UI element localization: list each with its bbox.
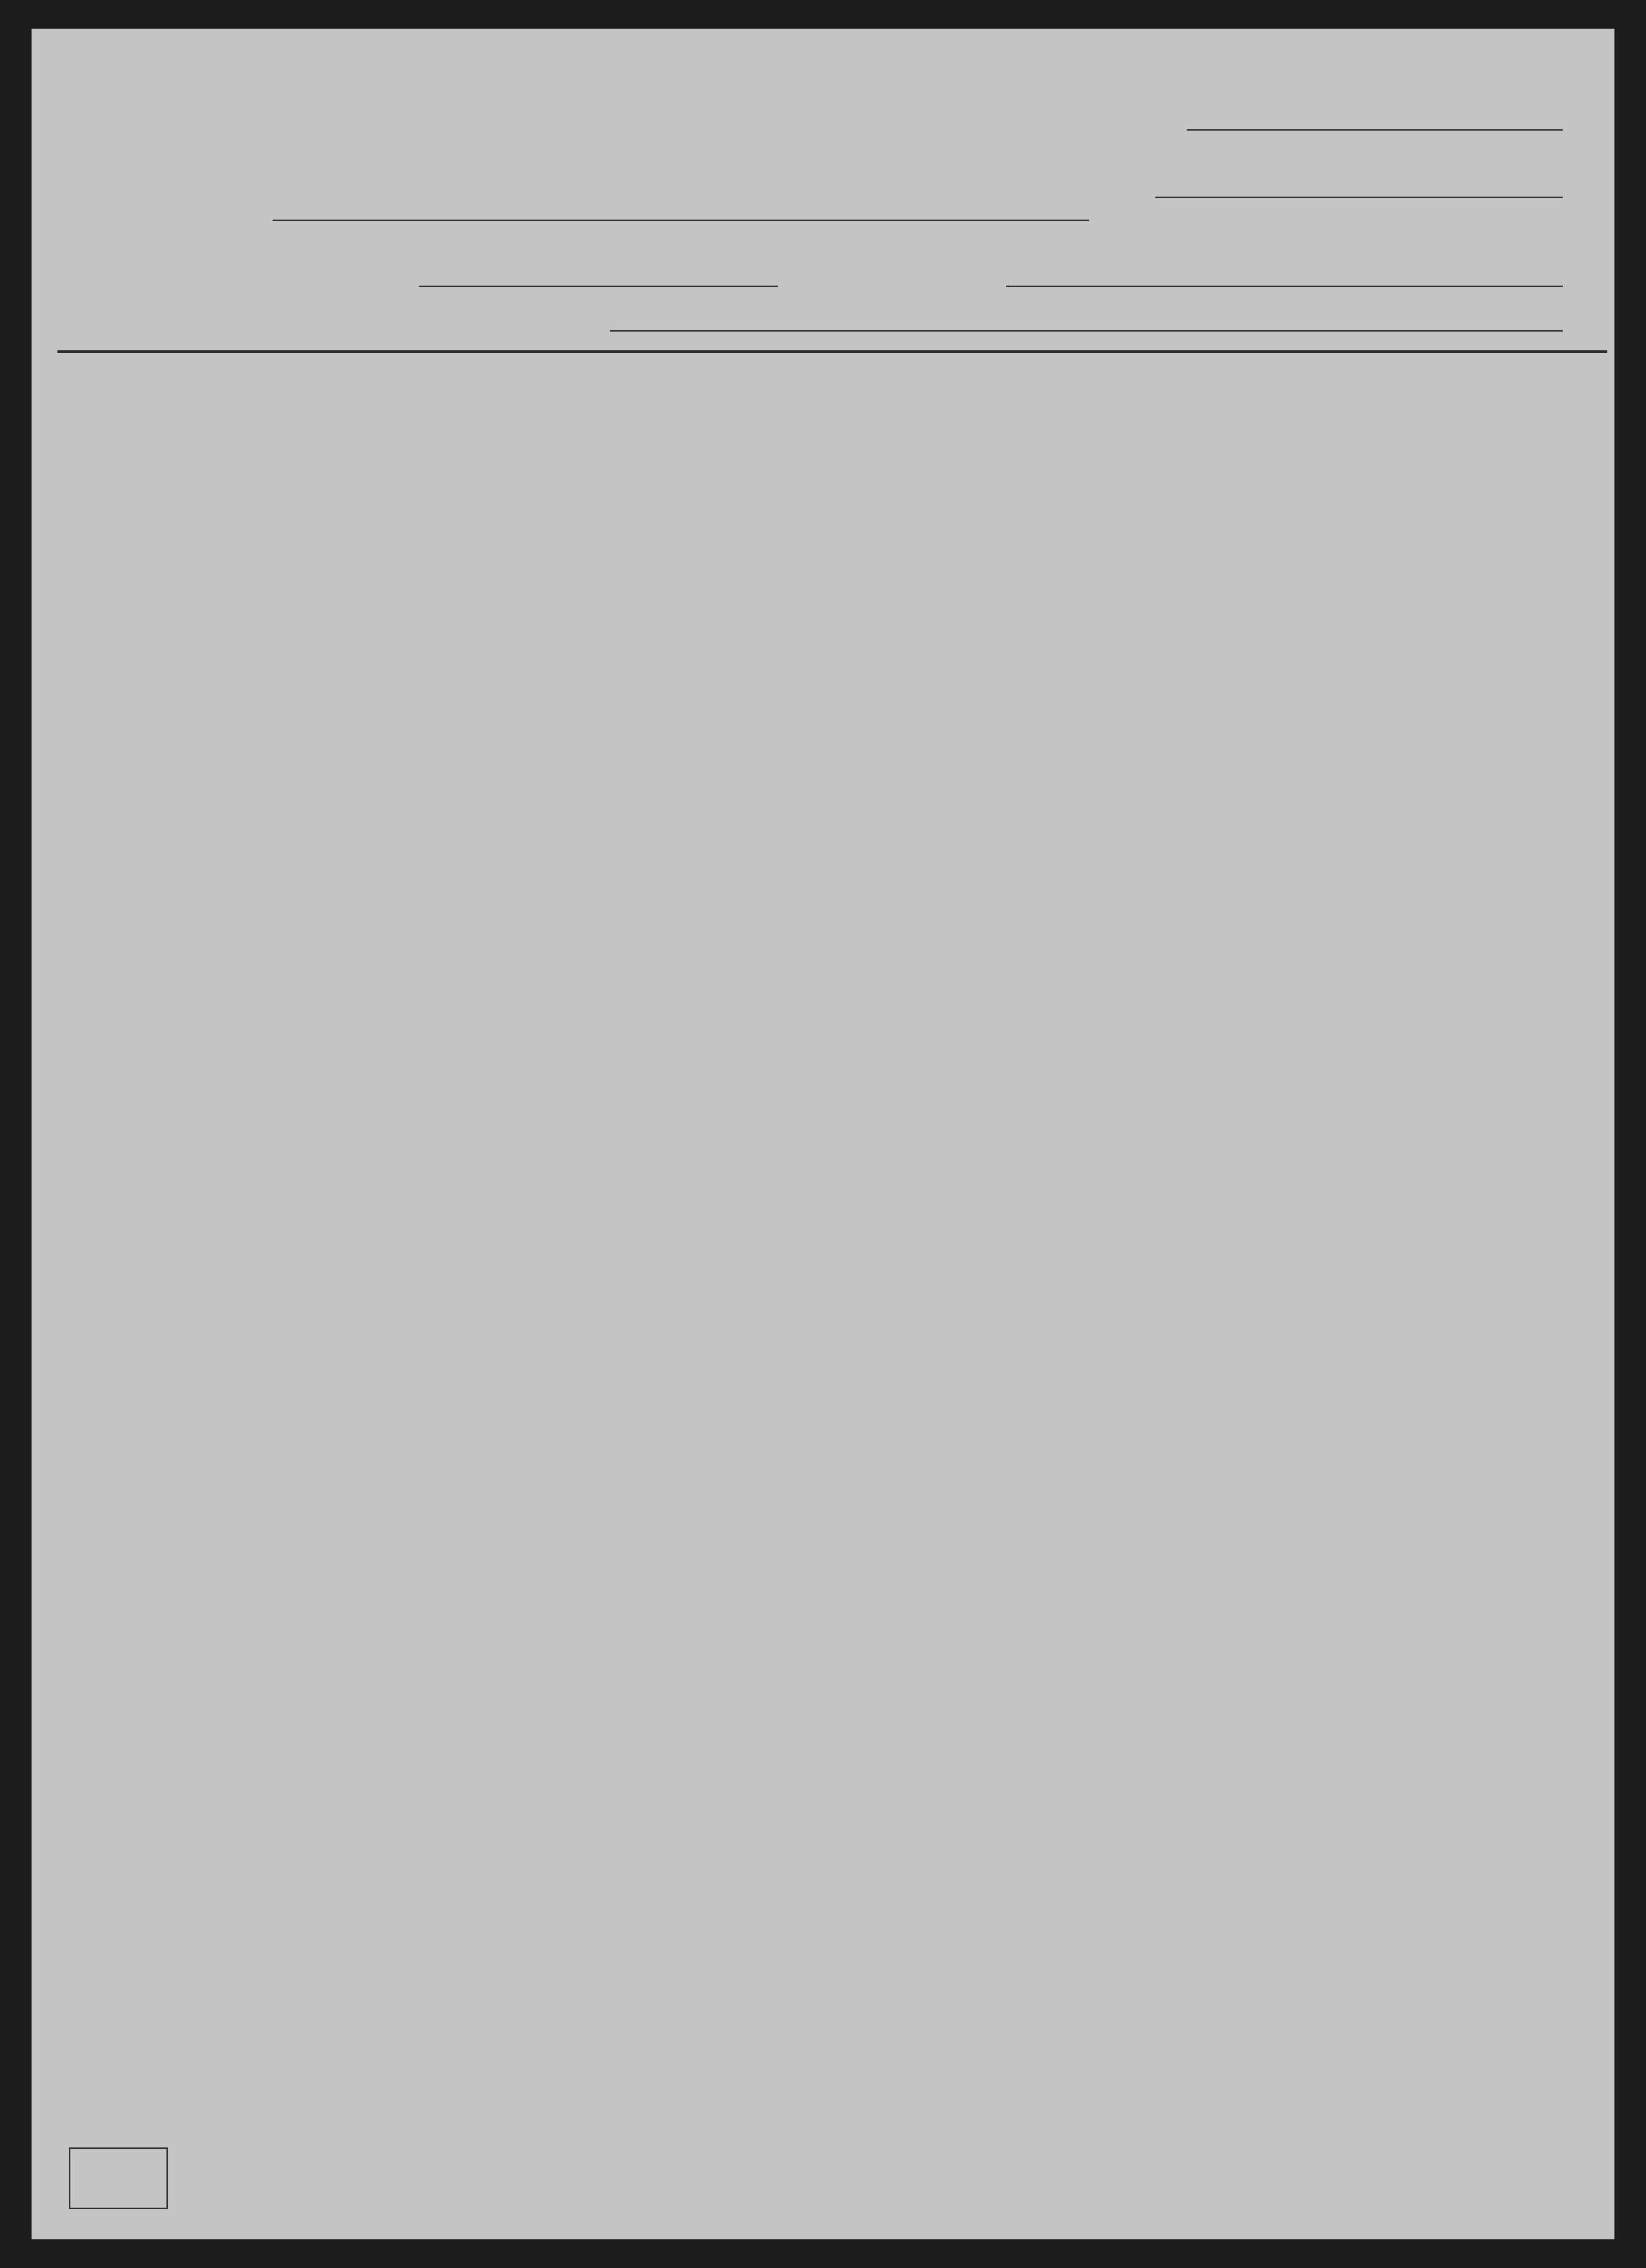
total-number-box[interactable]	[69, 2147, 168, 2209]
form-sheet	[32, 29, 1614, 2239]
